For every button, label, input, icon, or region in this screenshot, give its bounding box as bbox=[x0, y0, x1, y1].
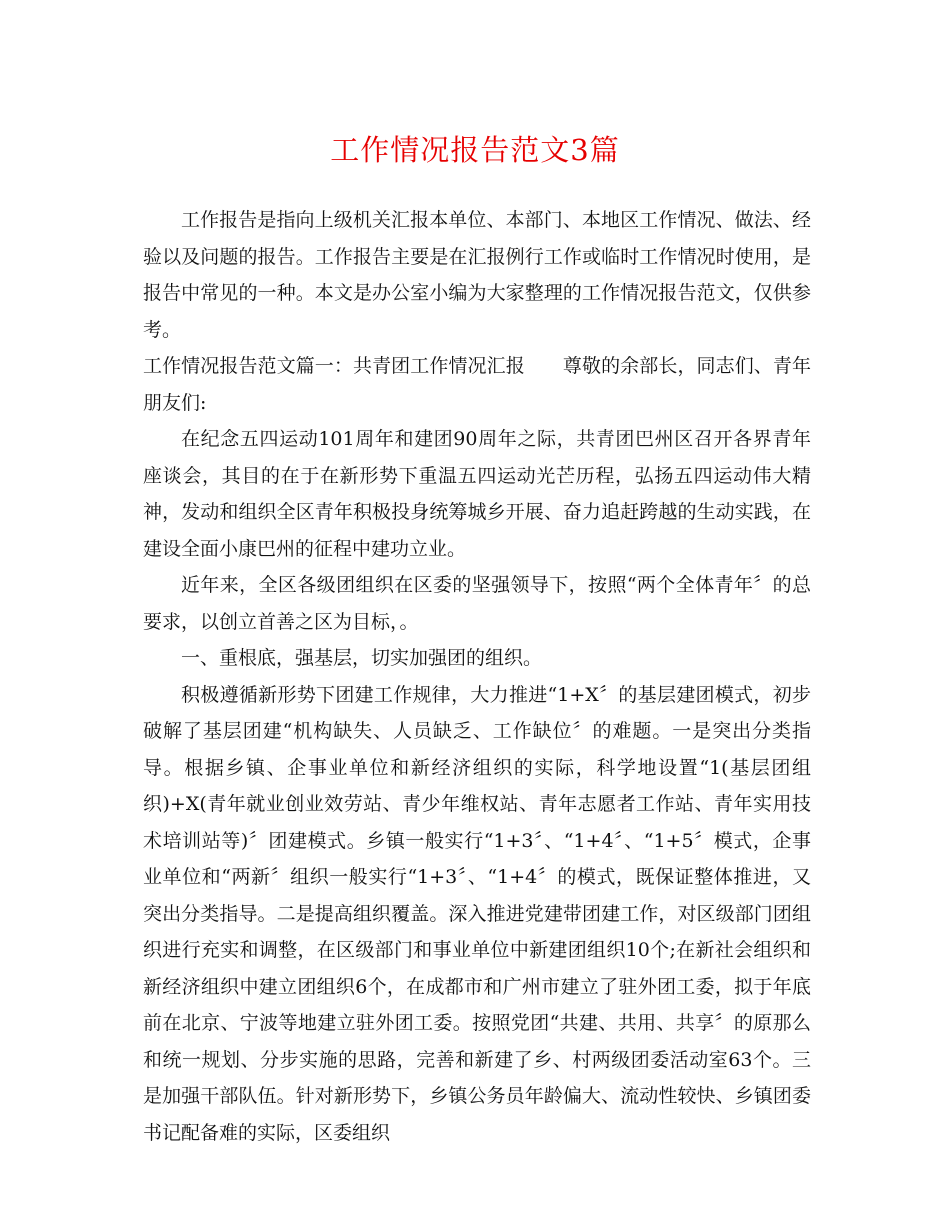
salutation: 尊敬的余部长，同志们、青年朋友们: bbox=[143, 355, 811, 414]
body-paragraph: 在纪念五四运动101周年和建团90周年之际，共青团巴州区召开各界青年座谈会，其目的在于在新形势下重温五四运动光芒历程，弘扬五四运动伟大精神，发动和组织全区青年积极投身统筹城乡开展、奋力追赶跨越的生动实践，在建设全面小康巴州的征程中建功立业。 bbox=[143, 428, 811, 560]
body-paragraph: 积极遵循新形势下团建工作规律，大力推进“1+X〞的基层建团模式，初步破解了基层团建“机构缺失、人员缺乏、工作缺位〞的难题。一是突出分类指导。根据乡镇、企事业单位和新经济组织的实际，科学地设置“1(基层团组织)+X(青年就业创业效劳站、青少年维权站、青年志愿者工作站、青年实用技术培训站等)〞团建模式。乡镇一般实行“1+3〞、“1+4〞、“1+5〞模式，企事业单位和“两新〞组织一般实行“1+3〞、“1+4〞的模式，既保证整体推进，又突出分类指导。二是提高组织覆盖。深入推进党建带团建工作，对区级部门团组织进行充实和调整，在区级部门和事业单位中新建团组织10个;在新社会组织和新经济组织中建立团组织6个，在成都市和广州市建立了驻外团工委，拟于年底前在北京、宁波等地建立驻外团工委。按照党团“共建、共用、共享〞的原那么和统一规划、分步实施的思路，完善和新建了乡、村两级团委活动室63个。三是加强干部队伍。针对新形势下，乡镇公务员年龄偏大、流动性较快、乡镇团委书记配备难的实际，区委组织 bbox=[143, 683, 811, 1144]
body-paragraph: 近年来，全区各级团组织在区委的坚强领导下，按照“两个全体青年〞的总要求，以创立首善之区为目标，。 bbox=[143, 574, 811, 633]
document-body bbox=[143, 202, 811, 1151]
section-heading-title: 工作情况报告范文篇一：共青团工作情况汇报 bbox=[143, 355, 525, 377]
section-heading-line bbox=[143, 348, 811, 421]
intro-paragraph: 工作报告是指向上级机关汇报本单位、本部门、本地区工作情况、做法、经验以及问题的报告。工作报告主要是在汇报例行工作或临时工作情况时使用，是报告中常见的一种。本文是办公室小编为大家整理的工作情况报告范文，仅供参考。 bbox=[143, 209, 811, 341]
document-title: 工作情况报告范文3篇 bbox=[330, 133, 620, 167]
subsection-heading: 一、重根底，强基层，切实加强团的组织。 bbox=[181, 647, 543, 669]
